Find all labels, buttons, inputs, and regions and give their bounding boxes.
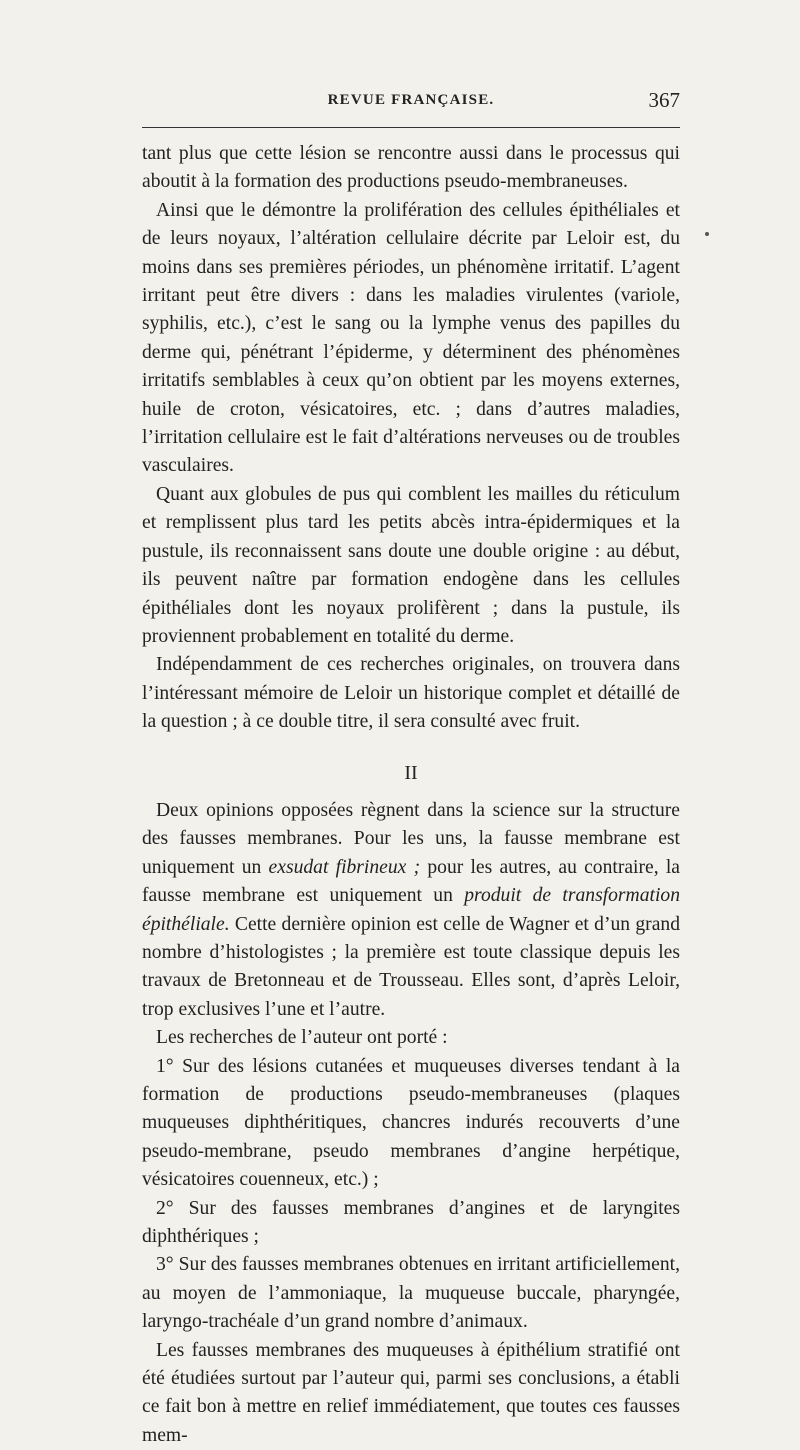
paragraph: Les recherches de l’auteur ont porté : <box>156 1027 448 1049</box>
paragraph: tant plus que cette lésion se rencontre aussi dans le processus qui aboutit à la formation des productions pseudo-membraneuses. <box>142 143 680 193</box>
page-number: 367 <box>648 88 680 112</box>
paragraph: Ainsi que le démontre la prolifération des cellules épithéliales et de leurs noyaux, l’altération cellulaire décrite par Leloir est, du moins dans ses premières périodes, un phénomène irritatif. L’agent irritant peut être divers : dans les maladies virulentes (variole, syphilis, etc.), c’est le sang ou la lymphe venus des papilles du derme qui, pénétrant l’épiderme, y déterminent des phénomènes irritatifs semblables à ceux qu’on obtient par les moyens externes, huile de croton, vésicatoires, etc. ; dans d’autres maladies, l’irritation cellulaire est le fait d’altérations nerveuses ou de troubles vasculaires. <box>142 199 680 477</box>
paragraph: Quant aux globules de pus qui comblent les mailles du réticulum et remplissent plus tard les petits abcès intra-épidermiques et la pustule, ils reconnaissent sans doute une double origine : au début, ils peuvent naître par formation endogène dans les cellules épithéliales dont les noyaux prolifèrent ; dans la pustule, ils proviennent probablement en totalité du derme. <box>142 483 680 647</box>
article-body <box>142 140 680 1450</box>
printing-speck <box>705 232 709 236</box>
header-rule <box>142 127 680 128</box>
paragraph: Indépendamment de ces recherches originales, on trouvera dans l’intéressant mémoire de Leloir un historique complet et détaillé de la question ; à ce double titre, il sera consulté avec fruit. <box>142 654 680 733</box>
paragraph: Les fausses membranes des muqueuses à épithélium stratifié ont été étudiées surtout par l’auteur qui, parmi ses conclusions, a établi ce fait bon à mettre en relief immédiatement, que toutes ces fausses mem- <box>142 1339 680 1446</box>
list-item: 3° Sur des fausses membranes obtenues en irritant artificiellement, au moyen de l’ammoniaque, la muqueuse buccale, pharyngée, laryngo-trachéale d’un grand nombre d’animaux. <box>142 1254 680 1333</box>
text-run: Cette dernière opinion est celle de Wagner et d’un grand nombre d’histologistes ; la première est toute classique depuis les travaux de Bretonneau et de Trousseau. Elles sont, d’après Leloir, trop exclusives l’une et l’autre. <box>142 913 680 1020</box>
list-item: 1° Sur des lésions cutanées et muqueuses diverses tendant à la formation de productions pseudo-membraneuses (plaques muqueuses diphthéritiques, chancres indurés recouverts d’une pseudo-membrane, pseudo membranes d’angine herpétique, vésicatoires couenneux, etc.) ; <box>142 1055 680 1191</box>
italic-term: exsudat fibrineux ; <box>268 856 421 878</box>
paragraph <box>142 797 680 1024</box>
text-run: Deux opinions opposées règnent dans la science sur la structure des fausses membranes. Pour les uns, la fausse membrane est uniquement un <box>142 799 680 878</box>
page-header <box>142 86 680 116</box>
list-item: 2° Sur des fausses membranes d’angines et de laryngites diphthériques ; <box>142 1197 680 1248</box>
section-heading: II <box>404 761 418 784</box>
italic-term: produit de transformation épithéliale. <box>142 885 680 935</box>
running-title: REVUE FRANÇAISE. <box>327 92 495 108</box>
text-run: pour les autres, au contraire, la fausse membrane est uniquement un <box>142 856 680 907</box>
